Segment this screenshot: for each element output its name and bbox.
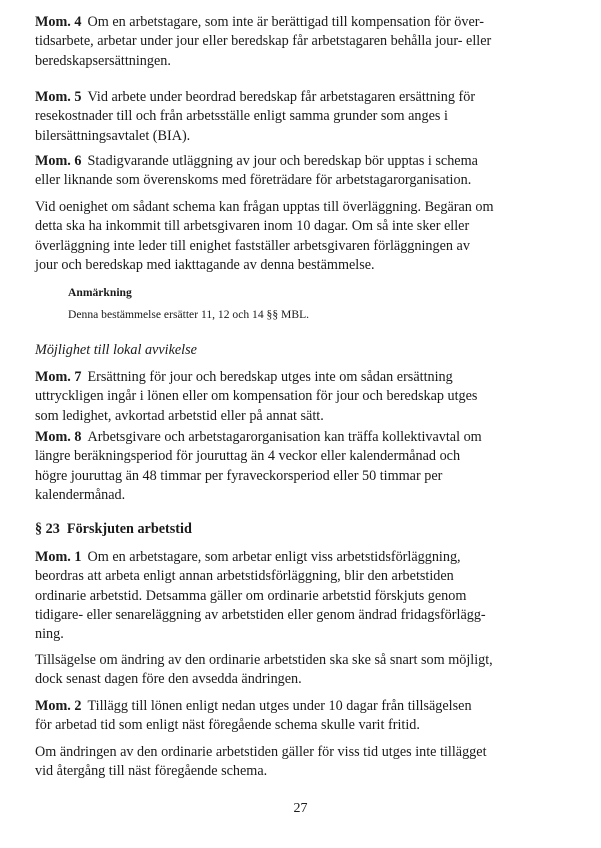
note-block [68, 284, 548, 324]
paragraph-mom-6 [35, 152, 535, 191]
text-line: Om en arbetstagare, som inte är berättigad till kompensation för över- [87, 14, 484, 30]
paragraph-mom-8 [35, 428, 535, 505]
text-line: som ledighet, avkortad arbetstid eller på annat sätt. [35, 407, 324, 424]
text-line: jour och beredskap med iakttagande av denna bestämmelse. [35, 256, 375, 273]
mom-label: Mom. 6 [35, 153, 82, 169]
mom-label: Mom. 1 [35, 549, 82, 565]
mom-label: Mom. 4 [35, 14, 82, 30]
paragraph-disagreement [35, 198, 535, 275]
text-line: överläggning inte leder till enighet fastställer arbetsgivaren förläggningen av [35, 237, 470, 254]
mom-label: Mom. 7 [35, 369, 82, 385]
mom-label: Mom. 2 [35, 698, 82, 714]
text-line: Om en arbetstagare, som arbetar enligt viss arbetstidsförläggning, [87, 549, 461, 565]
paragraph-notice [35, 651, 535, 690]
text-line: vid återgång till näst föregående schema. [35, 763, 268, 780]
text-line: Stadigvarande utläggning av jour och beredskap bör upptas i schema [87, 153, 478, 169]
text-line: tidsarbete, arbetar under jour eller beredskap får arbetstagaren behålla jour- eller [35, 33, 492, 50]
paragraph-mom-1 [35, 548, 535, 644]
text-line: längre beräkningsperiod för jouruttag än 4 veckor eller kalendermånad och [35, 448, 461, 465]
paragraph-change [35, 743, 535, 782]
text-line: eller liknande som överenskoms med företrädare för arbetstagarorganisation. [35, 172, 472, 189]
text-line: beordras att arbeta enligt annan arbetstidsförläggning, blir den arbetstiden [35, 568, 454, 585]
paragraph-mom-4 [35, 13, 535, 71]
paragraph-mom-7 [35, 368, 535, 426]
text-line: kalendermånad. [35, 486, 126, 503]
text-line: Vid arbete under beordrad beredskap får arbetstagaren ersättning för [87, 89, 476, 105]
text-line: resekostnader till och från arbetsställe enligt samma grunder som anges i [35, 108, 448, 125]
text-line: högre jouruttag än 48 timmar per fyraveckorsperiod eller 50 timmar per [35, 467, 443, 484]
text-line: Om ändringen av den ordinarie arbetstiden gäller för viss tid utges inte tillägget [35, 744, 487, 760]
text-line: bilersättningsavtalet (BIA). [35, 127, 191, 144]
text-line: ning. [35, 626, 64, 643]
text-line: ordinarie arbetstid. Detsamma gäller om ordinarie arbetstid förskjuts genom [35, 587, 467, 604]
text-line: för arbetad tid som enligt näst föregående schema skulle varit fritid. [35, 717, 420, 734]
page-number: 27 [293, 801, 308, 816]
note-text: Denna bestämmelse ersätter 11, 12 och 14 §§ MBL. [68, 308, 310, 321]
text-line: detta ska ha inkommit till arbetsgivaren inom 10 dagar. Om så inte sker eller [35, 218, 470, 235]
section-heading: § 23 Förskjuten arbetstid [35, 521, 192, 537]
text-line: uttryckligen ingår i lönen eller om kompensation för jour och beredskap utges [35, 388, 478, 405]
text-line: beredskapsersättningen. [35, 52, 171, 69]
paragraph-mom-5 [35, 88, 535, 146]
text-line: Tillägg till lönen enligt nedan utges under 10 dagar från tillsägelsen [87, 698, 472, 714]
note-title: Anmärkning [68, 286, 132, 299]
text-line: dock senast dagen före den avsedda ändringen. [35, 671, 302, 688]
text-line: Tillsägelse om ändring av den ordinarie arbetstiden ska ske så snart som möjligt, [35, 652, 493, 668]
mom-label: Mom. 5 [35, 89, 82, 105]
text-line: Arbetsgivare och arbetstagarorganisation kan träffa kollektivavtal om [87, 429, 482, 445]
text-line: Ersättning för jour och beredskap utges inte om sådan ersättning [87, 369, 453, 385]
paragraph-mom-2 [35, 697, 535, 736]
text-line: tidigare- eller senareläggning av arbetstiden eller genom ändrad fridagsförlägg- [35, 606, 486, 623]
text-line: Vid oenighet om sådant schema kan frågan upptas till överläggning. Begäran om [35, 199, 494, 215]
mom-label: Mom. 8 [35, 429, 82, 445]
subsection-heading: Möjlighet till lokal avvikelse [35, 342, 197, 358]
